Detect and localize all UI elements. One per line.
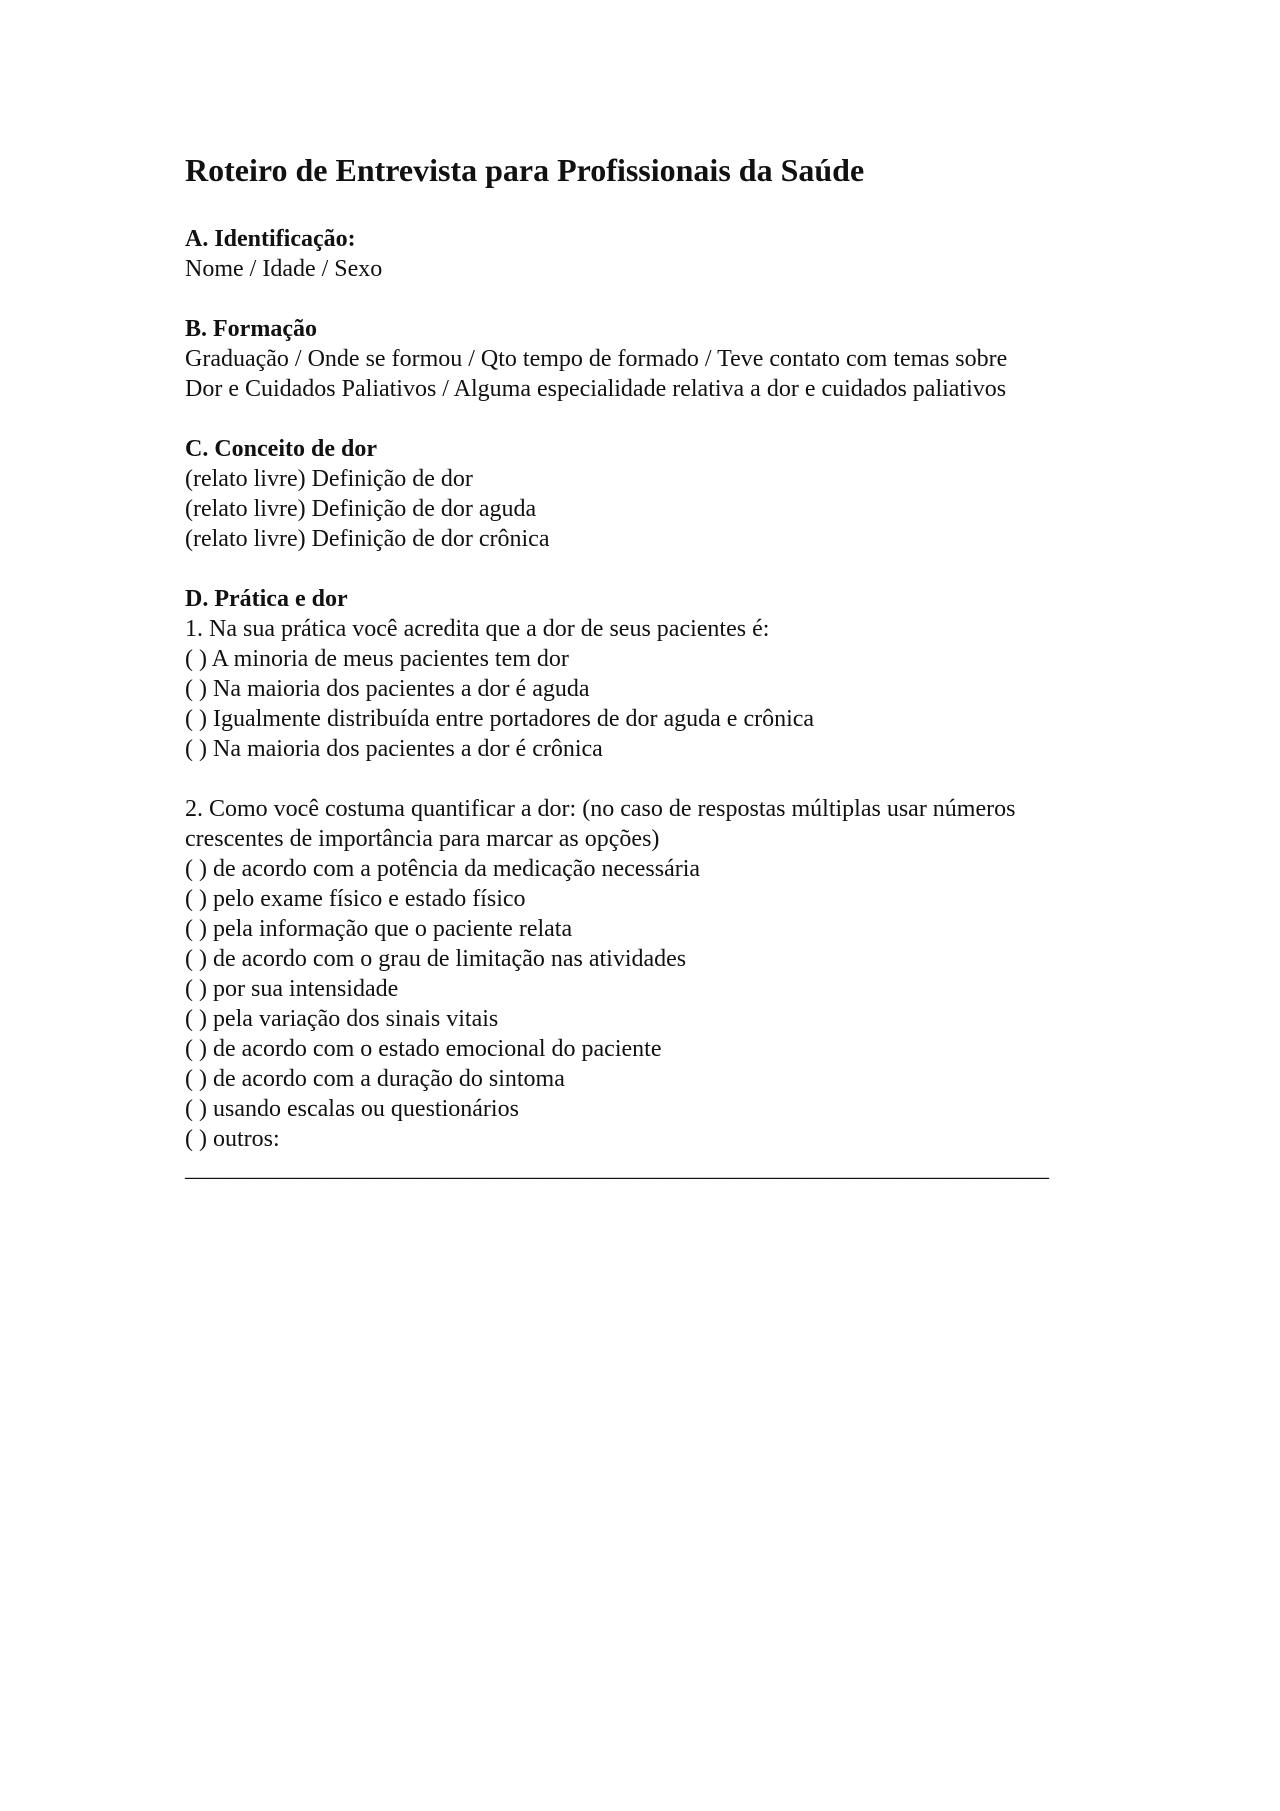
section-c-heading: C. Conceito de dor — [185, 436, 377, 462]
question-1-option: ( ) A minoria de meus pacientes tem dor — [185, 646, 569, 672]
question-2-text-line-2: crescentes de importância para marcar as opções) — [185, 826, 660, 852]
question-1-option: ( ) Igualmente distribuída entre portadores de dor aguda e crônica — [185, 706, 815, 732]
question-2-option: ( ) pela informação que o paciente relata — [185, 916, 573, 942]
question-2-option: ( ) por sua intensidade — [185, 976, 399, 1002]
section-c-line: (relato livre) Definição de dor — [185, 466, 473, 492]
question-2-text-line-1: 2. Como você costuma quantificar a dor: (no caso de respostas múltiplas usar números — [185, 796, 1016, 822]
question-1-option: ( ) Na maioria dos pacientes a dor é crônica — [185, 736, 603, 762]
question-2-option: ( ) usando escalas ou questionários — [185, 1096, 519, 1122]
section-b-line: Graduação / Onde se formou / Qto tempo de formado / Teve contato com temas sobre — [185, 346, 1008, 372]
question-2-option: ( ) outros: — [185, 1126, 280, 1152]
section-a-line: Nome / Idade / Sexo — [185, 256, 383, 282]
question-1-text: 1. Na sua prática você acredita que a dor de seus pacientes é: — [185, 616, 770, 642]
spacer — [185, 764, 1105, 794]
question-1 — [185, 614, 1105, 764]
question-2-option: ( ) de acordo com a duração do sintoma — [185, 1066, 565, 1092]
section-c-line: (relato livre) Definição de dor aguda — [185, 496, 537, 522]
document-page — [185, 150, 1105, 1214]
section-pratica-e-dor — [185, 584, 1105, 1184]
section-formacao — [185, 314, 1105, 404]
section-identificacao — [185, 224, 1105, 284]
question-2-option: ( ) pelo exame físico e estado físico — [185, 886, 526, 912]
section-b-line: Dor e Cuidados Paliativos / Alguma especialidade relativa a dor e cuidados paliativos — [185, 376, 1007, 402]
section-conceito-de-dor — [185, 434, 1105, 554]
question-2 — [185, 794, 1105, 1184]
answer-blank-line: ________________________________________________________________________ — [185, 1156, 1049, 1182]
section-c-line: (relato livre) Definição de dor crônica — [185, 526, 550, 552]
section-d-heading: D. Prática e dor — [185, 586, 348, 612]
section-b-heading: B. Formação — [185, 316, 317, 342]
question-2-option: ( ) de acordo com o estado emocional do paciente — [185, 1036, 662, 1062]
question-2-option: ( ) de acordo com a potência da medicação necessária — [185, 856, 701, 882]
section-a-heading: A. Identificação: — [185, 226, 356, 252]
question-1-option: ( ) Na maioria dos pacientes a dor é aguda — [185, 676, 590, 702]
document-title: Roteiro de Entrevista para Profissionais da Saúde — [185, 152, 865, 188]
question-2-option: ( ) de acordo com o grau de limitação nas atividades — [185, 946, 687, 972]
question-2-option: ( ) pela variação dos sinais vitais — [185, 1006, 499, 1032]
